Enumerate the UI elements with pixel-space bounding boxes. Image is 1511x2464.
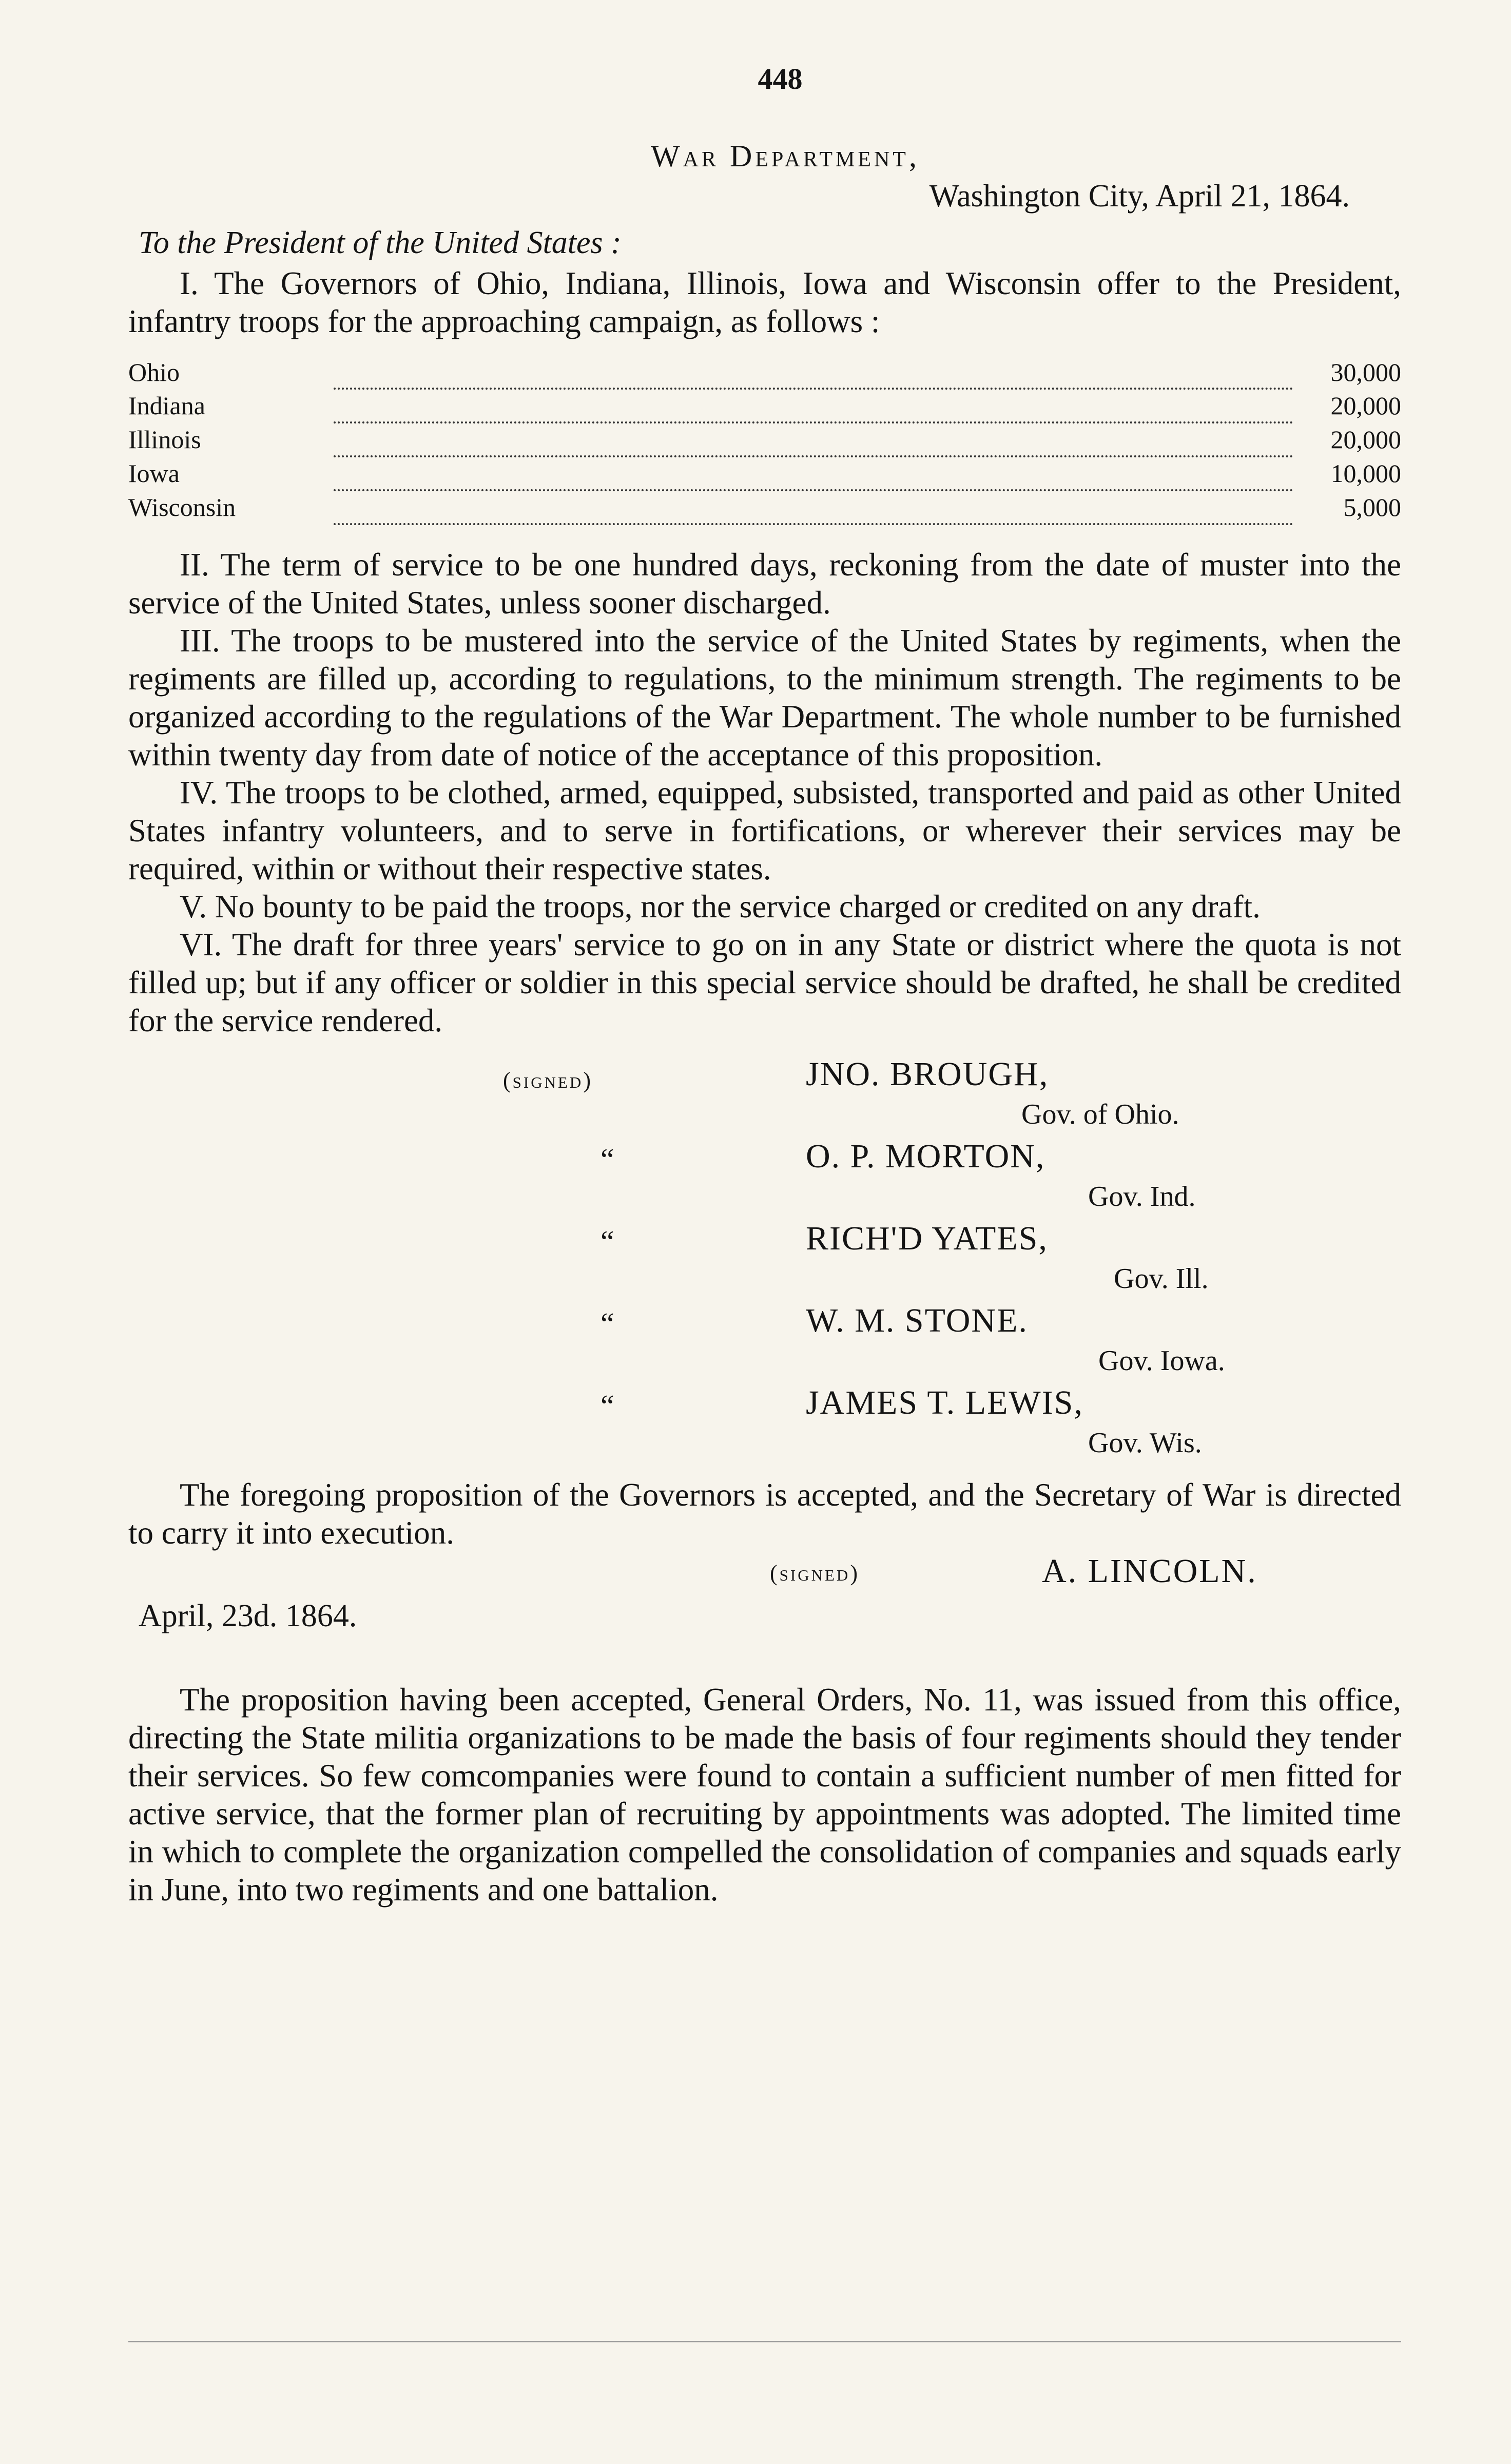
signatory-name: W. M. STONE. xyxy=(806,1302,1028,1339)
quota-row xyxy=(128,422,1401,456)
acceptance-date: April, 23d. 1864. xyxy=(139,1599,357,1633)
quota-row xyxy=(128,456,1401,490)
president-signature xyxy=(128,1552,1401,1598)
document-page xyxy=(128,62,1401,1909)
signed-marker: (signed) xyxy=(503,1068,593,1093)
page-number: 448 xyxy=(758,62,803,95)
signatory-name: JAMES T. LEWIS, xyxy=(806,1384,1083,1421)
quota-row xyxy=(128,356,1401,389)
closing-paragraph: The proposition having been accepted, General Orders, No. 11, was issued from this office, directing the State militia organizations to be made the basis of four regiments should they tender their services. So few comcompanies were found to contain a sufficient number of men fitted for active service, that the former plan of recruiting by appointments was adopted. The limited time in which to complete the organization compelled the consolidation of companies and squads early in June, into two regiments and one battalion. xyxy=(128,1682,1401,1908)
section-1: I. The Governors of Ohio, Indiana, Illinois, Iowa and Wisconsin offer to the President, infantry troops for the approaching campaign, as follows : xyxy=(128,265,1401,339)
section-4: IV. The troops to be clothed, armed, equipped, subsisted, transported and paid as other United States infantry volunteers, and to serve in fortifications, or wherever their services may be required, within or without their respective states. xyxy=(128,775,1401,887)
quota-row xyxy=(128,490,1401,524)
salutation: To the President of the United States : xyxy=(139,225,622,260)
ditto-mark: “ xyxy=(600,1307,616,1341)
signatory-title: Gov. Ill. xyxy=(1114,1263,1209,1295)
signatory-title: Gov. Wis. xyxy=(1088,1427,1202,1459)
leader-dots xyxy=(334,389,1293,422)
ditto-mark: “ xyxy=(600,1225,616,1259)
leader-dots xyxy=(334,456,1293,490)
quota-state: Wisconsin xyxy=(128,493,236,522)
quota-table xyxy=(128,356,1401,525)
quota-troops: 20,000 xyxy=(1330,391,1401,420)
section-3: III. The troops to be mustered into the service of the United States by regiments, when the regiments are filled up, according to regulations, to the minimum strength. The regiments to be organized according to the regulations of the War Department. The whole number to be furnished within twenty day from date of notice of the acceptance of this proposition. xyxy=(128,623,1401,773)
page-bottom-rule xyxy=(128,2341,1401,2342)
leader-dots xyxy=(334,422,1293,456)
quota-state: Iowa xyxy=(128,459,180,488)
leader-dots xyxy=(334,356,1293,389)
section-2: II. The term of service to be one hundred days, reckoning from the date of muster into the service of the United States, unless sooner discharged. xyxy=(128,547,1401,621)
signed-marker: (signed) xyxy=(770,1561,860,1586)
president-name: A. LINCOLN. xyxy=(1042,1552,1257,1590)
dateline: Washington City, April 21, 1864. xyxy=(929,179,1350,214)
quota-state: Illinois xyxy=(128,425,201,454)
acceptance-text: The foregoing proposition of the Governors is accepted, and the Secretary of War is directed to carry it into execution. xyxy=(128,1477,1401,1551)
signatory-title: Gov. of Ohio. xyxy=(1021,1099,1179,1130)
section-6: VI. The draft for three years' service to go on in any State or district where the quota is not filled up; but if any officer or soldier in this special service should be drafted, he shall be credited for the service rendered. xyxy=(128,927,1401,1038)
signatory-name: RICH'D YATES, xyxy=(806,1220,1048,1257)
signatory-name: O. P. MORTON, xyxy=(806,1138,1045,1175)
quota-state: Indiana xyxy=(128,391,205,420)
signatory-title: Gov. Ind. xyxy=(1088,1181,1196,1212)
ditto-mark: “ xyxy=(600,1389,616,1423)
signatory-title: Gov. Iowa. xyxy=(1098,1345,1225,1377)
quota-troops: 10,000 xyxy=(1330,459,1401,488)
quota-row xyxy=(128,389,1401,422)
quota-state: Ohio xyxy=(128,358,180,387)
section-5: V. No bounty to be paid the troops, nor the service charged or credited on any draft. xyxy=(180,889,1261,925)
quota-troops: 30,000 xyxy=(1330,358,1401,387)
leader-dots xyxy=(334,490,1293,524)
department-heading: War Department, xyxy=(651,139,920,173)
signature-block xyxy=(128,1055,1401,1459)
quota-troops: 20,000 xyxy=(1330,425,1401,454)
ditto-mark: “ xyxy=(600,1143,616,1177)
signatory-name: JNO. BROUGH, xyxy=(806,1055,1049,1093)
quota-troops: 5,000 xyxy=(1343,493,1401,522)
